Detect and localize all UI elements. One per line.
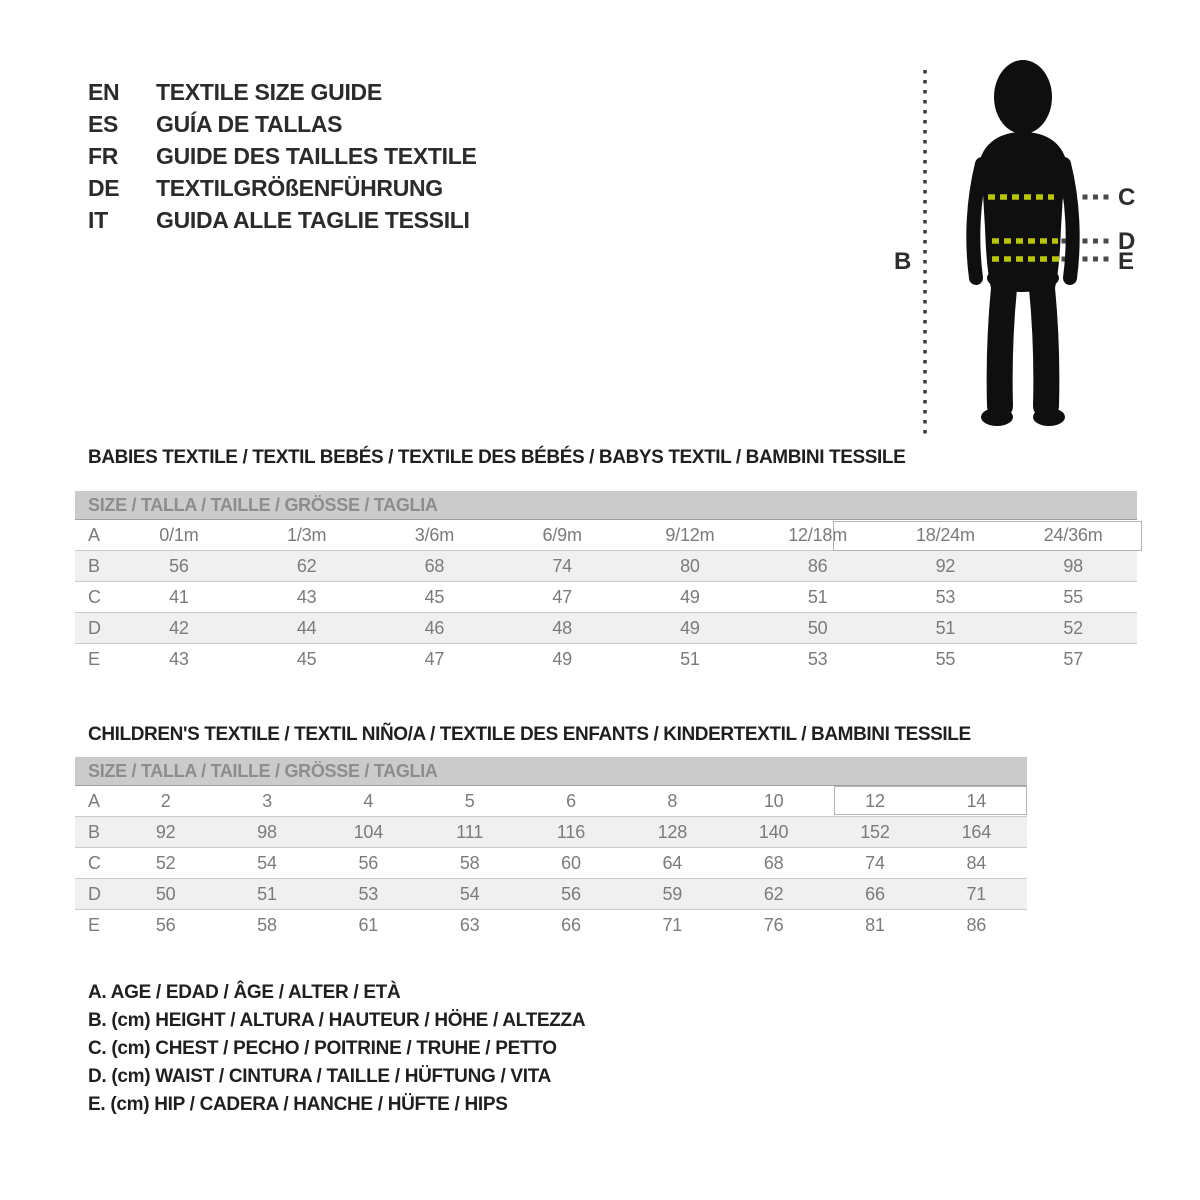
table-cell: 98 — [1063, 555, 1083, 576]
measurement-legend — [88, 979, 585, 1119]
table-cell: 45 — [296, 648, 317, 669]
table-cell: 128 — [657, 821, 688, 842]
language-row-de — [88, 172, 477, 204]
table-cell: 64 — [662, 852, 683, 873]
table-cell: 12 — [865, 790, 885, 811]
language-title: GUIDA ALLE TAGLIE TESSILI — [156, 206, 470, 233]
row-label: A — [88, 524, 100, 545]
table-cell: 46 — [424, 617, 445, 638]
table-cell: 18/24m — [915, 524, 975, 545]
language-row-it — [88, 204, 477, 236]
table-row-B — [75, 551, 1137, 582]
table-cell: 53 — [807, 648, 828, 669]
language-code: EN — [88, 78, 120, 105]
language-title: GUIDE DES TAILLES TEXTILE — [156, 142, 477, 169]
chest-label: C — [1118, 184, 1136, 211]
table-cell: 55 — [1063, 586, 1083, 607]
table-cell: 51 — [257, 883, 277, 904]
table-cell: 50 — [807, 617, 828, 638]
table-cell: 53 — [935, 586, 956, 607]
table-cell: 61 — [358, 914, 379, 935]
table-row-B — [75, 817, 1027, 848]
table-cell: 14 — [966, 790, 987, 811]
table-cell: 54 — [459, 883, 480, 904]
row-label: E — [88, 648, 100, 669]
table-row-A — [75, 520, 1137, 551]
table-cell: 60 — [561, 852, 581, 873]
table-cell: 43 — [169, 648, 189, 669]
table-cell: 81 — [865, 914, 885, 935]
waist-label: D — [1118, 228, 1136, 255]
table-cell: 49 — [552, 648, 572, 669]
table-cell: 84 — [966, 852, 987, 873]
table-cell: 8 — [667, 790, 678, 811]
babies-size-table — [75, 520, 1137, 674]
table-cell: 57 — [1063, 648, 1083, 669]
table-cell: 140 — [758, 821, 789, 842]
row-label: A — [88, 790, 100, 811]
table-row-D — [75, 879, 1027, 910]
babies-size-header-bar: SIZE / TALLA / TAILLE / GRÖSSE / TAGLIA — [75, 491, 1137, 520]
table-cell: 111 — [456, 821, 484, 842]
language-code: IT — [88, 206, 108, 233]
table-cell: 53 — [358, 883, 379, 904]
table-cell: 74 — [865, 852, 885, 873]
table-row-A — [75, 786, 1027, 817]
language-title-list — [88, 76, 477, 236]
table-cell: 66 — [865, 883, 885, 904]
table-cell: 62 — [763, 883, 784, 904]
table-cell: 51 — [807, 586, 828, 607]
children-section-heading: CHILDREN'S TEXTILE / TEXTIL NIÑO/A / TEXTILE DES ENFANTS / KINDERTEXTIL / BAMBINI TESSILE — [88, 724, 971, 745]
language-code: ES — [88, 110, 119, 137]
language-row-en — [88, 76, 477, 108]
table-cell: 76 — [763, 914, 784, 935]
table-cell: 56 — [155, 914, 176, 935]
children-size-header-bar: SIZE / TALLA / TAILLE / GRÖSSE / TAGLIA — [75, 757, 1027, 786]
table-cell: 92 — [155, 821, 176, 842]
table-cell: 116 — [556, 821, 586, 842]
row-label: E — [88, 914, 100, 935]
row-label: B — [88, 555, 100, 576]
table-cell: 4 — [363, 790, 374, 811]
table-cell: 51 — [680, 648, 700, 669]
table-row-E — [75, 644, 1137, 675]
table-cell: 68 — [424, 555, 445, 576]
silhouette-head — [994, 60, 1052, 134]
table-cell: 58 — [257, 914, 277, 935]
silhouette-left-arm — [973, 164, 982, 278]
table-cell: 59 — [662, 883, 683, 904]
table-cell: 68 — [763, 852, 784, 873]
silhouette-left-foot — [981, 408, 1013, 426]
table-cell: 48 — [552, 617, 572, 638]
table-cell: 45 — [424, 586, 445, 607]
silhouette-left-leg — [1000, 288, 1004, 406]
table-row-C — [75, 582, 1137, 613]
babies-section-heading: BABIES TEXTILE / TEXTIL BEBÉS / TEXTILE DES BÉBÉS / BABYS TEXTIL / BAMBINI TESSILE — [88, 447, 906, 468]
table-cell: 49 — [680, 586, 700, 607]
table-cell: 66 — [561, 914, 581, 935]
table-cell: 5 — [464, 790, 475, 811]
table-cell: 44 — [296, 617, 317, 638]
table-cell: 1/3m — [287, 524, 327, 545]
height-label: B — [894, 248, 912, 275]
table-cell: 3/6m — [414, 524, 454, 545]
table-cell: 6 — [566, 790, 576, 811]
table-cell: 164 — [961, 821, 992, 842]
measurement-figure — [880, 48, 1170, 448]
table-cell: 2 — [160, 790, 171, 811]
table-cell: 74 — [552, 555, 572, 576]
table-row-E — [75, 910, 1027, 941]
table-cell: 52 — [1063, 617, 1083, 638]
legend-hip: E. (cm) HIP / CADERA / HANCHE / HÜFTE / HIPS — [88, 1094, 508, 1115]
table-cell: 24/36m — [1043, 524, 1103, 545]
table-cell: 56 — [561, 883, 581, 904]
table-cell: 47 — [552, 586, 572, 607]
table-cell: 58 — [459, 852, 480, 873]
language-title: GUÍA DE TALLAS — [156, 110, 343, 137]
table-cell: 56 — [169, 555, 189, 576]
table-cell: 104 — [353, 821, 384, 842]
language-title: TEXTILGRÖßENFÜHRUNG — [156, 174, 443, 201]
language-row-fr — [88, 140, 477, 172]
table-cell: 92 — [935, 555, 956, 576]
table-cell: 71 — [662, 914, 683, 935]
table-cell: 51 — [935, 617, 956, 638]
table-cell: 86 — [807, 555, 828, 576]
legend-waist: D. (cm) WAIST / CINTURA / TAILLE / HÜFTUNG / VITA — [88, 1066, 552, 1087]
table-cell: 52 — [155, 852, 176, 873]
row-label: B — [88, 821, 100, 842]
table-cell: 62 — [296, 555, 317, 576]
language-code: FR — [88, 142, 119, 169]
table-cell: 0/1m — [159, 524, 199, 545]
row-label: D — [88, 617, 101, 638]
table-cell: 71 — [966, 883, 987, 904]
table-cell: 50 — [155, 883, 176, 904]
row-label: C — [88, 852, 101, 873]
table-row-C — [75, 848, 1027, 879]
table-cell: 55 — [935, 648, 956, 669]
table-cell: 6/9m — [542, 524, 582, 545]
table-cell: 49 — [680, 617, 700, 638]
silhouette-right-leg — [1042, 288, 1046, 406]
table-cell: 12/18m — [788, 524, 848, 545]
table-cell: 47 — [424, 648, 445, 669]
table-cell: 98 — [257, 821, 277, 842]
table-cell: 42 — [169, 617, 189, 638]
language-title: TEXTILE SIZE GUIDE — [156, 78, 382, 105]
table-cell: 9/12m — [665, 524, 715, 545]
table-row-D — [75, 613, 1137, 644]
row-label: D — [88, 883, 101, 904]
legend-chest: C. (cm) CHEST / PECHO / POITRINE / TRUHE / PETTO — [88, 1038, 557, 1059]
row-label: C — [88, 586, 101, 607]
hip-label: E — [1118, 248, 1135, 275]
table-cell: 41 — [169, 586, 189, 607]
table-cell: 152 — [860, 821, 890, 842]
table-cell: 63 — [459, 914, 480, 935]
silhouette-right-foot — [1033, 408, 1065, 426]
table-cell: 3 — [262, 790, 272, 811]
table-cell: 54 — [257, 852, 277, 873]
table-cell: 56 — [358, 852, 379, 873]
table-cell: 86 — [966, 914, 987, 935]
language-row-es — [88, 108, 477, 140]
legend-age: A. AGE / EDAD / ÂGE / ALTER / ETÀ — [88, 982, 401, 1003]
legend-height: B. (cm) HEIGHT / ALTURA / HAUTEUR / HÖHE / ALTEZZA — [88, 1010, 586, 1031]
table-cell: 10 — [763, 790, 784, 811]
children-size-table — [75, 786, 1027, 940]
table-cell: 43 — [296, 586, 317, 607]
silhouette-right-arm — [1064, 164, 1073, 278]
table-cell: 80 — [680, 555, 700, 576]
language-code: DE — [88, 174, 120, 201]
